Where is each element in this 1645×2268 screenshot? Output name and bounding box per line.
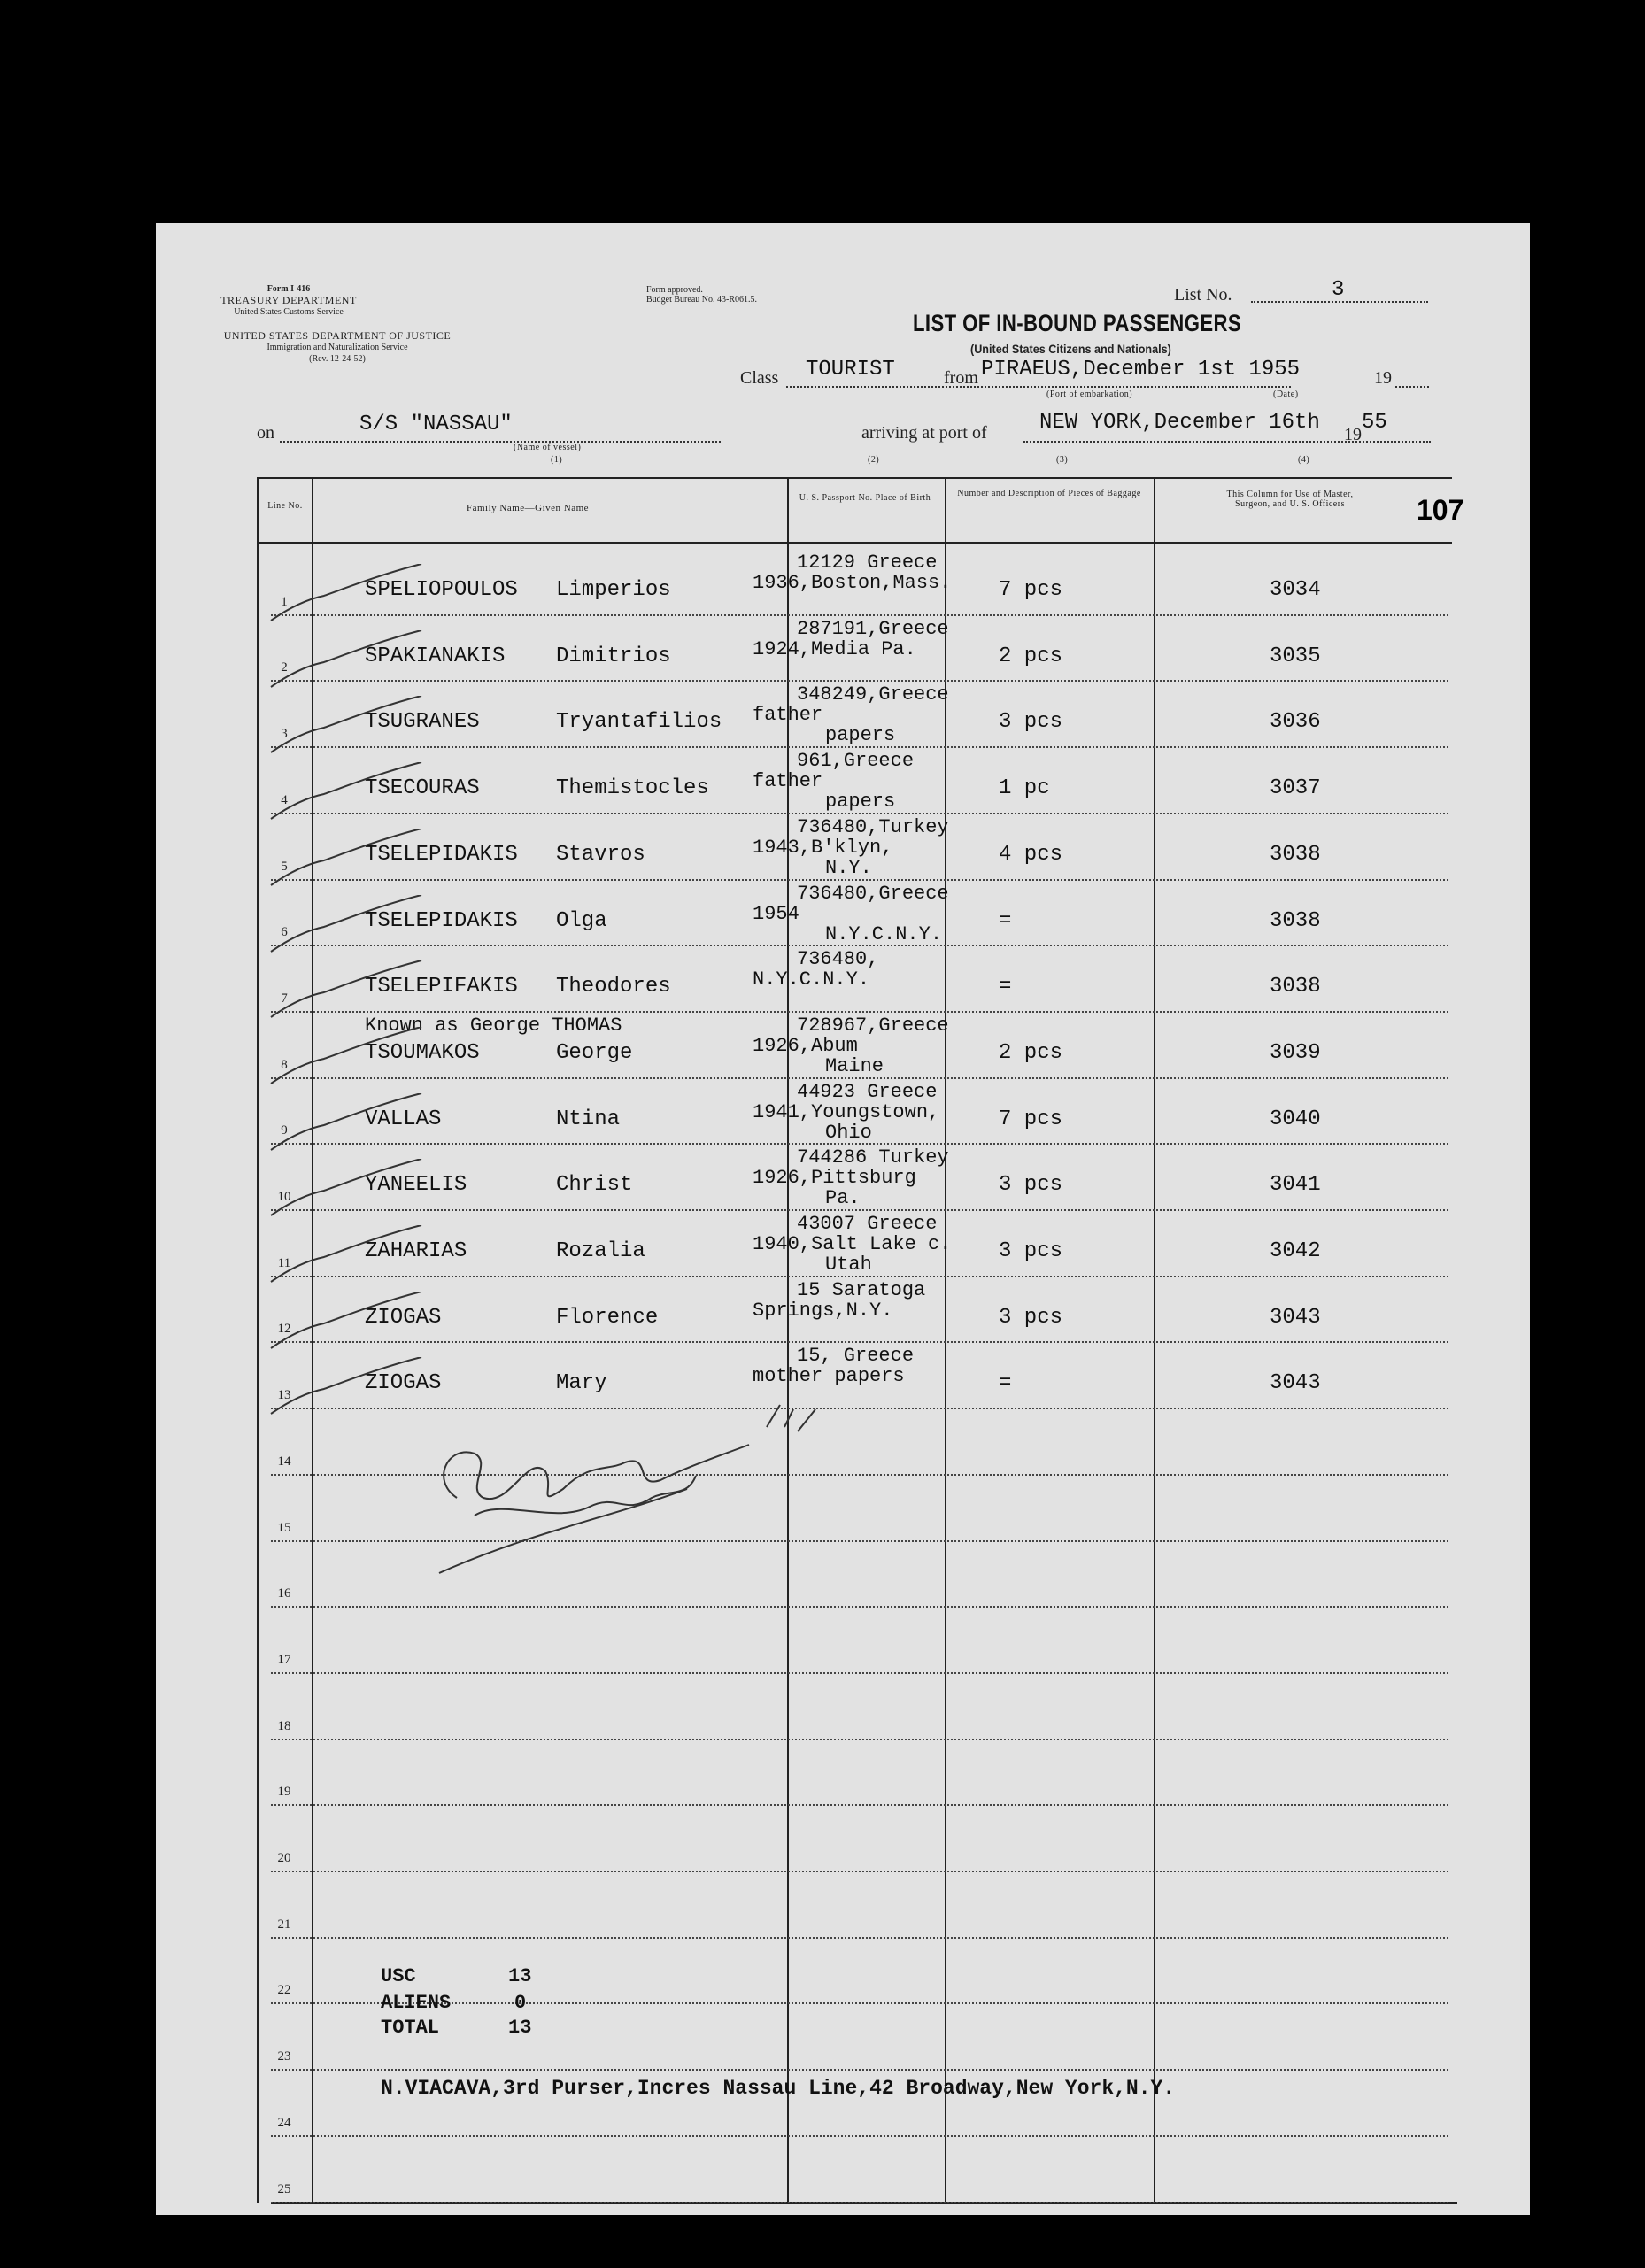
line-number: 11 (277, 1255, 291, 1270)
row-passport-line2: 1926,Abum (753, 1034, 858, 1057)
check-mark-icon (253, 564, 430, 635)
arriving-label: arriving at port of (861, 423, 987, 443)
row-given-name: Mary (556, 1371, 607, 1396)
line-number: 23 (277, 2049, 291, 2064)
row-passport-line3: Utah (825, 1254, 872, 1276)
justice-dept: UNITED STATES DEPARTMENT OF JUSTICE (223, 329, 452, 342)
line-number: 17 (277, 1652, 291, 1667)
row-given-name: Stavros (556, 842, 645, 867)
form-title: LIST OF IN-BOUND PASSENGERS (913, 310, 1242, 336)
row-passport-line2: 1924,Media Pa. (753, 637, 916, 660)
row-passport-line1: 12129 Greece (797, 552, 938, 574)
row-passport-line3: papers (825, 724, 896, 747)
list-no-label: List No. (1174, 285, 1232, 305)
row-baggage: = (999, 1371, 1012, 1396)
line-number: 13 (277, 1388, 291, 1403)
row-passport-line2: 1926,Pittsburg (753, 1167, 916, 1190)
row-passport-line1: 44923 Greece (797, 1080, 938, 1103)
line-number: 9 (281, 1123, 288, 1138)
row-passport-line2: Springs,N.Y. (753, 1299, 893, 1322)
row-passport-line2: father (753, 770, 823, 793)
row-passport-line3: Ohio (825, 1121, 872, 1144)
form-approved: Form approved. (646, 285, 703, 295)
line-number: 5 (281, 859, 288, 874)
column-header-line-no: Line No. (267, 501, 303, 511)
row-rule (271, 1606, 1448, 1608)
row-officer-code: 3042 (1270, 1239, 1321, 1263)
row-family-name: ZIOGAS (365, 1305, 442, 1330)
line-number: 22 (277, 1983, 291, 1998)
check-mark-icon (253, 829, 430, 899)
row-given-name: Florence (556, 1305, 659, 1330)
row-rule (271, 1739, 1448, 1740)
line-number: 18 (277, 1718, 291, 1733)
arrival-port-value: NEW YORK,December 16th (1039, 411, 1320, 435)
row-officer-code: 3037 (1270, 776, 1321, 801)
row-baggage: 3 pcs (999, 1239, 1063, 1263)
line-number: 3 (281, 727, 288, 742)
row-baggage: 3 pcs (999, 710, 1063, 735)
usc-label: USC (381, 1965, 416, 1987)
row-rule (271, 1209, 1448, 1211)
check-mark-icon (253, 1027, 430, 1098)
row-family-name: TSELEPIFAKIS (365, 975, 518, 999)
row-passport-line2: 1941,Youngstown, (753, 1100, 940, 1123)
row-officer-code: 3039 (1270, 1040, 1321, 1065)
row-given-name: Olga (556, 908, 607, 933)
row-passport-line1: 728967,Greece (797, 1014, 949, 1037)
check-mark-icon (253, 1357, 430, 1428)
row-rule (271, 1672, 1448, 1674)
vessel-name-label: (Name of vessel) (514, 443, 582, 452)
row-passport-line2: mother papers (753, 1365, 905, 1388)
row-passport-line3: Maine (825, 1054, 884, 1077)
row-family-name: ZAHARIAS (365, 1239, 467, 1263)
row-baggage: 2 pcs (999, 1040, 1063, 1065)
row-passport-line1: 287191,Greece (797, 617, 949, 640)
page-number: 107 (1417, 494, 1464, 526)
row-rule (271, 614, 1448, 616)
row-passport-line2: N.Y.C.N.Y. (753, 968, 870, 991)
row-baggage: 2 pcs (999, 644, 1063, 668)
row-family-name: YANEELIS (365, 1173, 467, 1198)
column-4-marker: (4) (1298, 455, 1310, 465)
port-of-embarkation-label: (Port of embarkation) (1046, 390, 1133, 399)
form-subtitle: (United States Citizens and Nationals) (970, 342, 1171, 356)
row-passport-line1: 744286 Turkey (797, 1146, 949, 1169)
column-header-passport: U. S. Passport No. Place of Birth (799, 493, 931, 503)
class-label: Class (740, 368, 779, 388)
column-3-marker: (3) (1056, 455, 1069, 465)
row-officer-code: 3038 (1270, 908, 1321, 933)
line-number: 6 (281, 925, 288, 940)
row-passport-line3: N.Y. (825, 856, 872, 879)
row-family-name: ZIOGAS (365, 1371, 442, 1396)
row-officer-code: 3040 (1270, 1107, 1321, 1131)
row-family-name: TSUGRANES (365, 710, 480, 735)
passenger-manifest-page (156, 223, 1530, 2215)
total-value: 13 (508, 2017, 532, 2039)
line-number: 12 (277, 1322, 291, 1337)
line-number: 20 (277, 1851, 291, 1865)
row-passport-line3: papers (825, 791, 896, 814)
row-given-name: Theodores (556, 975, 671, 999)
column-2-marker: (2) (868, 455, 880, 465)
row-passport-line1: 15 Saratoga (797, 1278, 926, 1301)
form-number: Form I-416 (266, 284, 311, 294)
row-officer-code: 3043 (1270, 1305, 1321, 1330)
row-baggage: = (999, 975, 1012, 999)
row-officer-code: 3036 (1270, 710, 1321, 735)
row-baggage: 3 pcs (999, 1173, 1063, 1198)
check-mark-icon (253, 1292, 430, 1362)
check-mark-icon (253, 762, 430, 833)
row-officer-code: 3034 (1270, 578, 1321, 602)
line-number: 15 (277, 1520, 291, 1535)
aliens-label: ALIENS (381, 1992, 452, 2014)
column-header-name: Family Name—Given Name (466, 503, 590, 513)
row-passport-line1: 736480,Turkey (797, 815, 949, 838)
row-rule (271, 1143, 1448, 1145)
row-passport-line2: father (753, 704, 823, 727)
row-passport-line2: 1943,B'klyn, (753, 836, 893, 859)
budget-bureau: Budget Bureau No. 43-R061.5. (646, 295, 757, 305)
check-mark-icon (253, 895, 430, 966)
treasury-dept: TREASURY DEPARTMENT (220, 294, 357, 306)
line-number: 7 (281, 991, 288, 1006)
check-mark-icon (253, 1159, 430, 1230)
line-number: 25 (277, 2181, 291, 2196)
column-header-baggage: Number and Description of Pieces of Baggage (957, 489, 1141, 498)
line-number: 19 (277, 1785, 291, 1800)
row-rule (271, 1871, 1448, 1872)
row-given-name: Dimitrios (556, 644, 671, 668)
row-family-name: VALLAS (365, 1107, 442, 1131)
row-passport-line2: 1940,Salt Lake c. (753, 1233, 952, 1255)
line-number: 2 (281, 660, 288, 675)
row-rule (271, 1804, 1448, 1806)
on-label: on (257, 423, 274, 443)
line-number: 8 (281, 1057, 288, 1072)
purser-signature-line: N.VIACAVA,3rd Purser,Incres Nassau Line,42 Broadway,New York,N.Y. (381, 2077, 1176, 2100)
arrival-year-prefix: 19 (1344, 425, 1362, 444)
row-baggage: 4 pcs (999, 842, 1063, 867)
row-baggage: 7 pcs (999, 1107, 1063, 1131)
from-label: from (944, 368, 978, 388)
row-rule (271, 1077, 1448, 1079)
row-passport-line1: 736480, (797, 948, 879, 971)
row-rule (271, 746, 1448, 748)
row-passport-line1: 43007 Greece (797, 1213, 938, 1235)
date-label: (Date) (1273, 390, 1299, 399)
row-passport-line1: 736480,Greece (797, 882, 949, 905)
line-number: 10 (277, 1190, 291, 1204)
customs-service: United States Customs Service (234, 307, 344, 317)
row-officer-code: 3041 (1270, 1173, 1321, 1198)
vessel-name: S/S "NASSAU" (359, 413, 513, 436)
row-officer-code: 3035 (1270, 644, 1321, 668)
row-passport-line1: 961,Greece (797, 750, 915, 773)
row-given-name: Christ (556, 1173, 633, 1198)
row-rule (271, 2135, 1448, 2137)
row-note: Known as George THOMAS (365, 1014, 622, 1037)
check-mark-icon (253, 696, 430, 767)
arrival-year-suffix: 55 (1362, 411, 1387, 435)
total-label: TOTAL (381, 2017, 440, 2039)
embarkation-value: PIRAEUS,December 1st 1955 (981, 358, 1301, 382)
list-number: 3 (1332, 278, 1345, 302)
row-baggage: 1 pc (999, 776, 1050, 801)
row-passport-line2: 1936,Boston,Mass. (753, 572, 952, 594)
line-number: 24 (277, 2115, 291, 2130)
row-rule (271, 680, 1448, 682)
row-baggage: 7 pcs (999, 578, 1063, 602)
row-passport-line1: 348249,Greece (797, 683, 949, 706)
row-baggage: 3 pcs (999, 1305, 1063, 1330)
row-family-name: TSECOURAS (365, 776, 480, 801)
line-number: 1 (281, 594, 288, 609)
handwritten-signature (421, 1392, 829, 1586)
immigration-service: Immigration and Naturalization Service (266, 343, 408, 352)
row-given-name: George (556, 1040, 633, 1065)
check-mark-icon (253, 1225, 430, 1296)
row-given-name: Themistocles (556, 776, 709, 801)
row-officer-code: 3038 (1270, 842, 1321, 867)
row-family-name: SPAKIANAKIS (365, 644, 506, 668)
column-header-officers: This Column for Use of Master, Surgeon, and U. S. Officers (1226, 490, 1354, 509)
row-passport-line3: Pa. (825, 1187, 861, 1210)
column-1-marker: (1) (551, 455, 563, 465)
row-rule (271, 1011, 1448, 1013)
row-rule (271, 1937, 1448, 1939)
line-number: 4 (281, 792, 288, 807)
usc-value: 13 (508, 1965, 532, 1987)
row-rule (271, 1341, 1448, 1343)
line-number: 14 (277, 1454, 291, 1469)
row-baggage: = (999, 908, 1012, 933)
row-family-name: TSOUMAKOS (365, 1040, 480, 1065)
line-number: 21 (277, 1917, 291, 1932)
year-prefix: 19 (1374, 368, 1392, 388)
row-rule (271, 2202, 1448, 2203)
row-rule (271, 813, 1448, 814)
row-passport-line2: 1954 (753, 902, 799, 925)
row-officer-code: 3043 (1270, 1371, 1321, 1396)
row-rule (271, 879, 1448, 881)
row-given-name: Rozalia (556, 1239, 645, 1263)
row-rule (271, 2069, 1448, 2071)
check-mark-icon (253, 1093, 430, 1164)
row-family-name: TSELEPIDAKIS (365, 908, 518, 933)
row-family-name: TSELEPIDAKIS (365, 842, 518, 867)
row-given-name: Limperios (556, 578, 671, 602)
line-number: 16 (277, 1586, 291, 1601)
aliens-value: 0 (514, 1992, 527, 2014)
check-mark-icon (253, 630, 430, 701)
row-family-name: SPELIOPOULOS (365, 578, 518, 602)
row-given-name: Tryantafilios (556, 710, 722, 735)
row-passport-line3: N.Y.C.N.Y. (825, 922, 943, 945)
row-given-name: Ntina (556, 1107, 621, 1131)
row-passport-line1: 15, Greece (797, 1345, 915, 1368)
row-officer-code: 3038 (1270, 975, 1321, 999)
revision: (Rev. 12-24-52) (309, 354, 366, 364)
class-value: TOURIST (806, 358, 895, 382)
